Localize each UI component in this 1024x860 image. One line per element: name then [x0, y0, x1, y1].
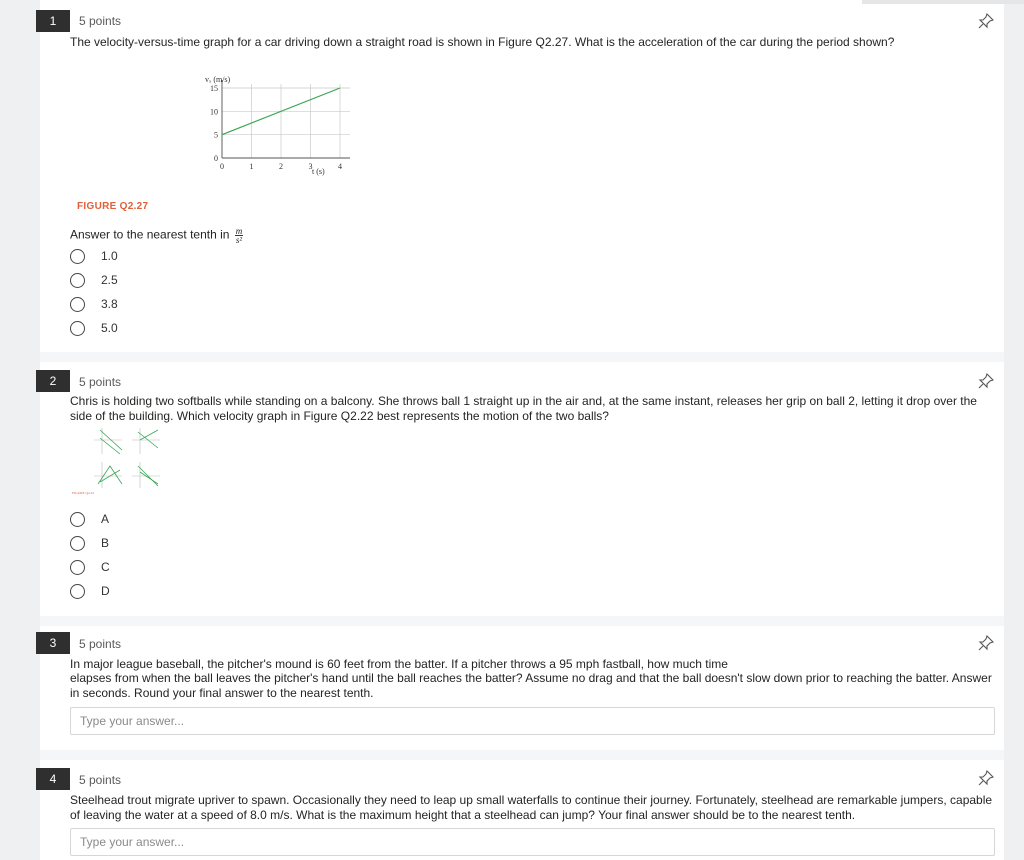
- chart-y-tick-label: 10: [210, 107, 218, 117]
- question-points: 5 points: [79, 637, 122, 651]
- pin-icon[interactable]: [978, 13, 994, 29]
- option-c[interactable]: [70, 558, 110, 576]
- question-points: 5 points: [79, 14, 122, 28]
- option-label: 2.5: [101, 273, 118, 287]
- chart-x-tick-label: 4: [338, 162, 342, 171]
- question-number: 3: [36, 632, 70, 654]
- unit-denominator: s²: [235, 235, 243, 245]
- answer-input[interactable]: [70, 707, 995, 735]
- chart-y-tick-label: 15: [210, 84, 218, 93]
- pin-icon[interactable]: [978, 373, 994, 389]
- option-3-8[interactable]: [70, 295, 118, 313]
- question-separator: [40, 750, 1004, 760]
- option-label: 3.8: [101, 297, 118, 311]
- radio-button[interactable]: [70, 512, 85, 527]
- radio-button[interactable]: [70, 536, 85, 551]
- option-label: D: [101, 584, 110, 598]
- radio-button[interactable]: [70, 297, 85, 312]
- radio-button[interactable]: [70, 560, 85, 575]
- answer-hint: [70, 227, 243, 244]
- option-1-0[interactable]: [70, 247, 118, 265]
- unit-numerator: m: [235, 226, 243, 236]
- question-text-line-1: In major league baseball, the pitcher's mound is 60 feet from the batter. If a pitcher throws a 95 mph fastball, how much time: [70, 657, 728, 671]
- question-text: Chris is holding two softballs while standing on a balcony. She throws ball 1 straight up in the air and, at the same instant, releases her grip on ball 2, letting it drop over the side of the building. Which velocity graph in Figure Q2.22 best represents the motion of the two balls?: [70, 394, 977, 423]
- question-3: [40, 626, 1004, 750]
- question-number: 1: [36, 10, 70, 32]
- question-separator: [40, 352, 1004, 362]
- question-number: 2: [36, 370, 70, 392]
- radio-button[interactable]: [70, 249, 85, 264]
- question-points: 5 points: [79, 375, 122, 389]
- answer-input[interactable]: [70, 828, 995, 856]
- option-label: 1.0: [101, 249, 118, 263]
- question-number: 4: [36, 768, 70, 790]
- chart-y-tick-label: 5: [214, 130, 218, 140]
- option-d[interactable]: [70, 582, 110, 600]
- svg-text:FIGURE Q2.22: FIGURE Q2.22: [72, 491, 95, 495]
- option-label: B: [101, 536, 110, 550]
- radio-button[interactable]: [70, 273, 85, 288]
- question-2: [40, 362, 1004, 616]
- question-text-line-2: elapses from when the ball leaves the pitcher's hand until the ball reaches the batter? Assume no drag and that the ball doesn't slow down prior to reaching the batter. Answer in seconds. Round your final answer to the nearest tenth.: [70, 671, 992, 700]
- question-text: The velocity-versus-time graph for a car driving down a straight road is shown in Figure Q2.27. What is the acceleration of the car during the period shown?: [70, 35, 895, 49]
- question-separator: [40, 616, 1004, 626]
- question-4: [40, 760, 1004, 860]
- top-bar: [862, 0, 1024, 4]
- chart-x-tick-label: 1: [249, 162, 254, 171]
- pin-icon[interactable]: [978, 635, 994, 651]
- unit-fraction: [235, 227, 244, 244]
- question-1: [40, 10, 1004, 352]
- option-2-5[interactable]: [70, 271, 118, 289]
- chart-xlabel: t (s): [312, 167, 325, 176]
- question-text: Steelhead trout migrate upriver to spawn. Occasionally they need to leap up small waterfalls to continue their journey. Fortunately, steelhead are remarkable jumpers, capable of leaving the water at a speed of 8.0 m/s. What is the maximum height that a steelhead can jump? Your final answer should be to the nearest tenth.: [70, 793, 993, 822]
- chart-x-tick-label: 0: [220, 162, 224, 171]
- option-label: 5.0: [101, 321, 118, 335]
- radio-button[interactable]: [70, 321, 85, 336]
- chart-ylabel: vₓ (m/s): [205, 75, 231, 84]
- question-points: 5 points: [79, 773, 122, 787]
- figure-caption: FIGURE Q2.27: [77, 201, 149, 212]
- chart-y-tick-label: 0: [214, 154, 218, 163]
- option-label: A: [101, 512, 110, 526]
- option-b[interactable]: [70, 534, 109, 552]
- option-a[interactable]: [70, 510, 109, 528]
- chart-x-tick-label: 2: [279, 162, 283, 171]
- pin-icon[interactable]: [978, 770, 994, 786]
- velocity-time-chart: [150, 72, 350, 192]
- option-5-0[interactable]: [70, 319, 118, 337]
- radio-button[interactable]: [70, 584, 85, 599]
- figure-q2-22-thumbnail: [70, 426, 170, 496]
- chart-x-tick-label: 3: [308, 162, 313, 171]
- option-label: C: [101, 560, 110, 574]
- answer-hint-text: Answer to the nearest tenth in: [70, 227, 230, 242]
